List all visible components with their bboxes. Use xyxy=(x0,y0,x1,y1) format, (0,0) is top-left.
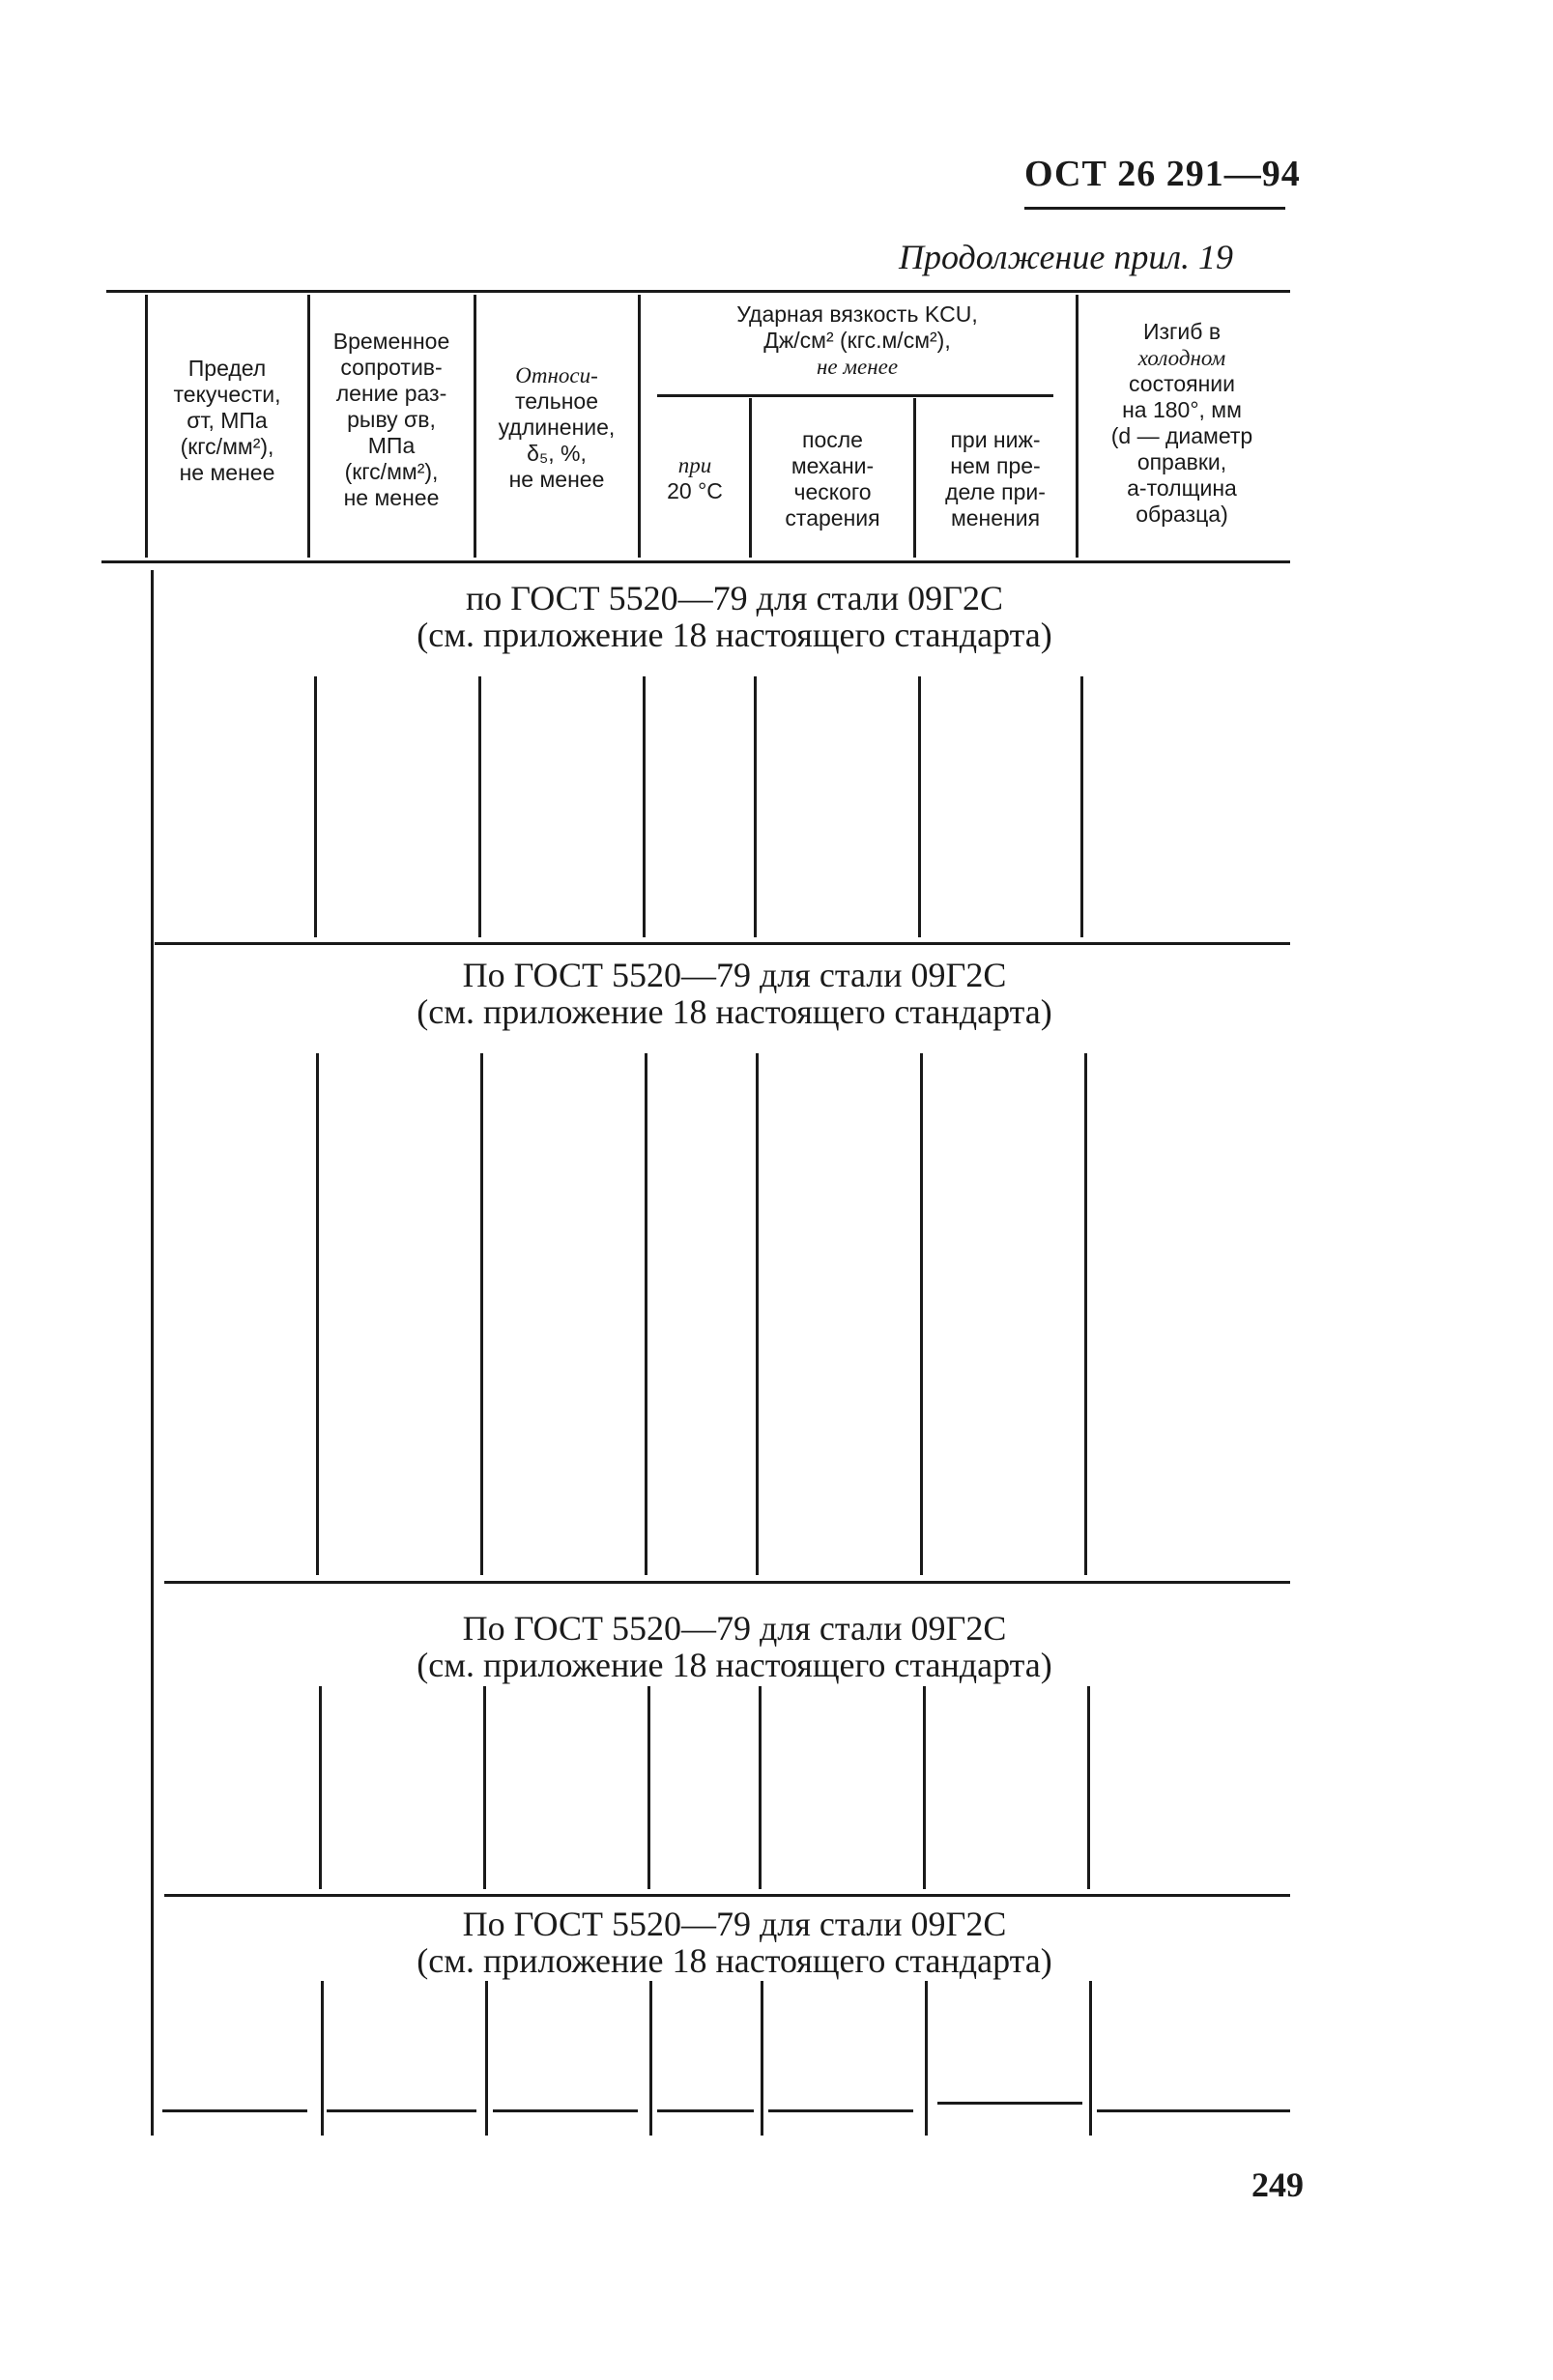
section-1-rule-3 xyxy=(643,676,646,937)
section-4-rule-4 xyxy=(761,1981,763,2136)
section-3-rule-5 xyxy=(923,1686,926,1889)
section-1-rule-1 xyxy=(314,676,317,937)
section-1-rule-4 xyxy=(754,676,757,937)
section-4-note: По ГОСТ 5520—79 для стали 09Г2С (см. приложение 18 настоящего стандарта) xyxy=(417,1905,1052,1980)
col-header-impact-strength: Ударная вязкость KCU, Дж/см² (кгс.м/см²), не менее xyxy=(736,301,978,379)
section-1-rule-5 xyxy=(918,676,921,937)
section-2-rule-5 xyxy=(920,1053,923,1575)
section-2-rule-1 xyxy=(316,1053,319,1575)
section-1-bottom-border xyxy=(155,942,1290,945)
section-2-rule-6 xyxy=(1084,1053,1087,1575)
bottom-dash-5 xyxy=(768,2109,913,2112)
impact-subheader-divider xyxy=(657,394,1053,397)
table-top-border xyxy=(106,290,1290,293)
section-1-rule-6 xyxy=(1080,676,1083,937)
table-body-left-border xyxy=(151,570,154,2136)
section-1-rule-2 xyxy=(478,676,481,937)
bottom-dash-2 xyxy=(327,2109,476,2112)
section-1-note: по ГОСТ 5520—79 для стали 09Г2С (см. приложение 18 настоящего стандарта) xyxy=(417,579,1052,654)
bottom-dash-3 xyxy=(493,2109,638,2112)
header-rule-4 xyxy=(749,398,752,558)
section-4-rule-6 xyxy=(1089,1981,1092,2136)
section-3-rule-1 xyxy=(319,1686,322,1889)
header-rule-1 xyxy=(307,295,310,558)
header-rule-2 xyxy=(474,295,476,558)
col-header-impact-after-aging: после механи- ческого старения xyxy=(785,427,880,530)
header-rule-left xyxy=(145,295,148,558)
col-header-elongation: Относи- тельное удлинение, δ₅, %, не менее xyxy=(498,363,616,492)
col-header-impact-lower-limit: при ниж- нем пре- деле при- менения xyxy=(945,427,1046,530)
col-header-yield-strength: Предел текучести, σт, МПа (кгс/мм²), не менее xyxy=(173,356,281,485)
document-code-underline xyxy=(1024,207,1285,210)
section-2-bottom-border xyxy=(164,1581,1290,1584)
document-code: ОСТ 26 291—94 xyxy=(1024,154,1301,194)
bottom-dash-6 xyxy=(937,2102,1082,2105)
bottom-dash-7 xyxy=(1097,2109,1290,2112)
header-rule-3 xyxy=(638,295,641,558)
section-2-rule-2 xyxy=(480,1053,483,1575)
section-4-rule-3 xyxy=(649,1981,652,2136)
section-3-note: По ГОСТ 5520—79 для стали 09Г2С (см. приложение 18 настоящего стандарта) xyxy=(417,1609,1052,1684)
bottom-dash-1 xyxy=(162,2109,307,2112)
section-3-rule-4 xyxy=(759,1686,762,1889)
section-2-rule-4 xyxy=(756,1053,759,1575)
section-3-rule-3 xyxy=(647,1686,650,1889)
section-4-rule-2 xyxy=(485,1981,488,2136)
continuation-label: Продолжение прил. 19 xyxy=(899,238,1234,276)
section-4-rule-5 xyxy=(925,1981,928,2136)
section-2-note: По ГОСТ 5520—79 для стали 09Г2С (см. приложение 18 настоящего стандарта) xyxy=(417,956,1052,1031)
col-header-tensile-strength: Временное сопротив- ление раз- рыву σв, МПа (кгс/мм²), не менее xyxy=(332,329,450,510)
section-2-rule-3 xyxy=(645,1053,647,1575)
header-rule-6 xyxy=(1076,295,1078,558)
bottom-dash-4 xyxy=(657,2109,754,2112)
section-4-rule-1 xyxy=(321,1981,324,2136)
section-3-bottom-border xyxy=(164,1894,1290,1897)
table-header-bottom-border xyxy=(101,560,1290,563)
section-3-rule-6 xyxy=(1087,1686,1090,1889)
col-header-impact-20c: при 20 °С xyxy=(667,453,723,503)
page-number: 249 xyxy=(1251,2165,1304,2204)
section-3-rule-2 xyxy=(483,1686,486,1889)
col-header-cold-bend: Изгиб в холодном состоянии на 180°, мм (d — диаметр оправки, а-толщина образца) xyxy=(1110,319,1253,527)
header-rule-5 xyxy=(913,398,916,558)
